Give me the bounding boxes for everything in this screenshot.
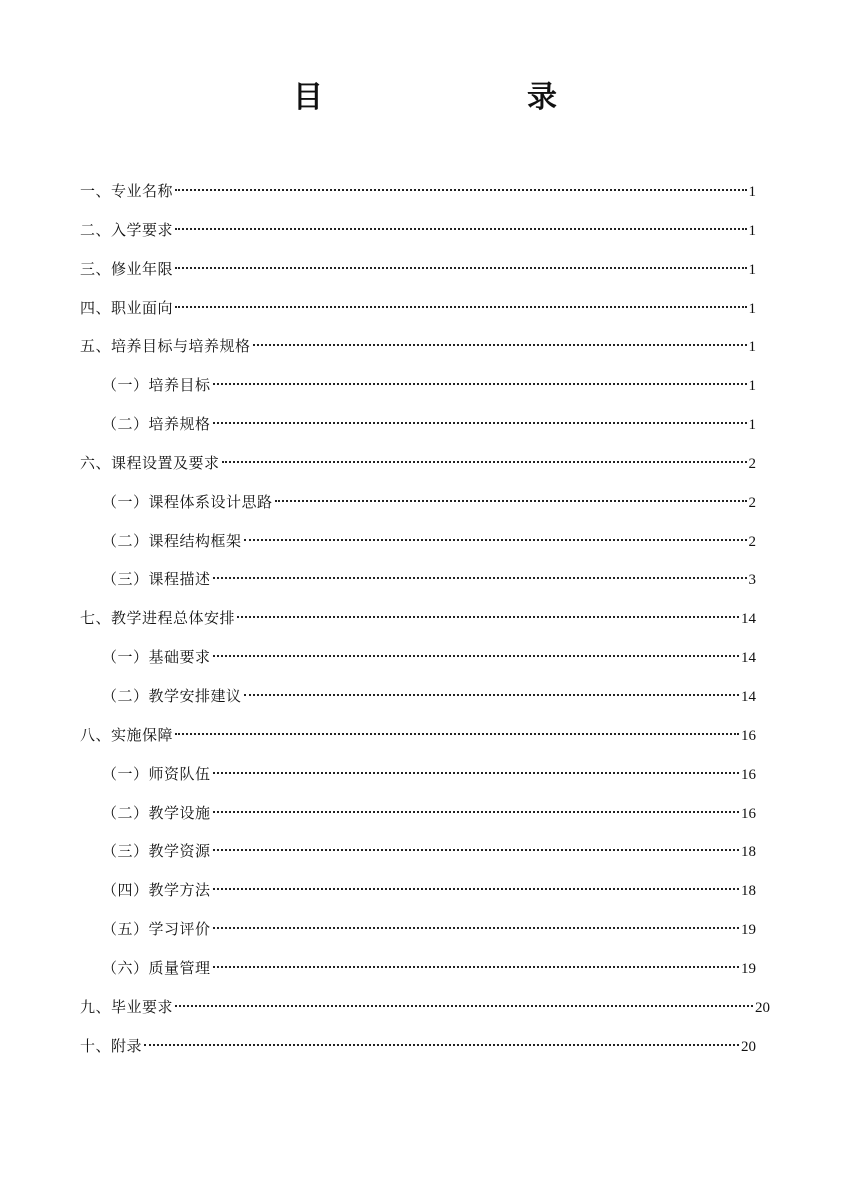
- toc-page-number: 1: [748, 339, 756, 356]
- toc-page-number: 14: [741, 688, 756, 705]
- toc-dot-leader: [253, 344, 747, 346]
- toc-page-number: 14: [741, 650, 756, 667]
- toc-dot-leader: [175, 306, 746, 308]
- toc-page-number: 2: [748, 494, 756, 511]
- toc-page-number: 14: [741, 611, 756, 628]
- toc-entry-label: 八、实施保障: [80, 725, 174, 744]
- toc-entry[interactable]: [80, 755, 756, 794]
- toc-entry[interactable]: [80, 677, 756, 716]
- toc-dot-leader: [213, 966, 739, 968]
- toc-entry[interactable]: [80, 405, 756, 444]
- toc-page-number: 19: [741, 960, 756, 977]
- toc-entry[interactable]: [80, 599, 756, 638]
- toc-entry[interactable]: [80, 1027, 756, 1066]
- toc-entry-label: （二）课程结构框架: [102, 531, 242, 550]
- toc-dot-leader: [237, 616, 739, 618]
- toc-page-number: 3: [748, 572, 756, 589]
- toc-page-number: 1: [748, 222, 756, 239]
- toc-dot-leader: [213, 772, 739, 774]
- toc-entry-label: 三、修业年限: [80, 259, 174, 278]
- toc-page-number: 16: [741, 766, 756, 783]
- toc-dot-leader: [213, 383, 747, 385]
- toc-page-number: 2: [748, 533, 756, 550]
- toc-dot-leader: [213, 655, 739, 657]
- toc-dot-leader: [244, 694, 739, 696]
- toc-dot-leader: [213, 849, 739, 851]
- toc-dot-leader: [175, 189, 746, 191]
- toc-dot-leader: [275, 500, 747, 502]
- toc-dot-leader: [144, 1044, 739, 1046]
- page-title: 目 录: [293, 80, 605, 115]
- toc-page-number: 16: [741, 805, 756, 822]
- toc-entry[interactable]: [80, 366, 756, 405]
- toc-entry-label: （二）教学安排建议: [102, 686, 242, 705]
- toc-entry-label: （二）培养规格: [102, 415, 211, 434]
- toc-page-number: 2: [748, 455, 756, 472]
- toc-entry-label: 六、课程设置及要求: [80, 453, 220, 472]
- toc-dot-leader: [213, 811, 739, 813]
- toc-page-number: 1: [748, 417, 756, 434]
- toc-entry-label: （一）课程体系设计思路: [102, 492, 273, 511]
- toc-entry-label: （一）师资队伍: [102, 764, 211, 783]
- toc-dot-leader: [222, 461, 747, 463]
- toc-entry-label: 十、附录: [80, 1036, 143, 1055]
- toc-entry-label: 一、专业名称: [80, 182, 174, 200]
- toc-entry[interactable]: [80, 871, 756, 910]
- toc-entry-label: （一）基础要求: [102, 648, 211, 667]
- toc-page-number: 1: [748, 300, 756, 317]
- toc-dot-leader: [213, 927, 739, 929]
- toc-entry[interactable]: [80, 794, 756, 833]
- toc-page-number: 1: [748, 184, 756, 200]
- toc-entry[interactable]: [80, 910, 756, 949]
- toc-entry[interactable]: [80, 949, 756, 988]
- toc-entry[interactable]: [80, 250, 756, 289]
- toc-entry-label: （三）教学资源: [102, 842, 211, 861]
- toc-entry-label: 二、入学要求: [80, 220, 174, 239]
- toc-entry-label: 五、培养目标与培养规格: [80, 337, 251, 356]
- toc-entry-label: （六）质量管理: [102, 958, 211, 977]
- toc-entry[interactable]: [80, 483, 756, 522]
- toc-entry[interactable]: [80, 172, 756, 211]
- toc-page-number: 19: [741, 922, 756, 939]
- toc-entry[interactable]: [80, 211, 756, 250]
- toc-dot-leader: [175, 228, 746, 230]
- toc-dot-leader: [213, 888, 739, 890]
- toc-entry[interactable]: [80, 560, 756, 599]
- toc-dot-leader: [175, 267, 746, 269]
- toc-dot-leader: [244, 539, 747, 541]
- toc-dot-leader: [213, 577, 747, 579]
- toc-entry-label: 七、教学进程总体安排: [80, 609, 236, 628]
- toc-page-number: 20: [755, 999, 770, 1016]
- toc-page-number: 20: [741, 1038, 756, 1055]
- table-of-contents: [80, 172, 770, 1065]
- toc-entry-label: （五）学习评价: [102, 920, 211, 939]
- toc-entry[interactable]: [80, 832, 756, 871]
- toc-entry[interactable]: [80, 444, 756, 483]
- toc-entry[interactable]: [80, 638, 756, 677]
- toc-entry-label: 四、职业面向: [80, 298, 174, 317]
- toc-dot-leader: [175, 733, 739, 735]
- toc-entry-label: （四）教学方法: [102, 881, 211, 900]
- toc-entry[interactable]: [80, 289, 756, 328]
- toc-entry[interactable]: [80, 716, 756, 755]
- toc-page-number: 1: [748, 378, 756, 395]
- toc-entry[interactable]: [80, 522, 756, 561]
- toc-entry[interactable]: [80, 988, 770, 1027]
- toc-entry-label: （三）课程描述: [102, 570, 211, 589]
- toc-page-number: 16: [741, 727, 756, 744]
- toc-dot-leader: [175, 1005, 753, 1007]
- toc-dot-leader: [213, 422, 747, 424]
- toc-page-number: 18: [741, 844, 756, 861]
- toc-entry[interactable]: [80, 327, 756, 366]
- toc-page-number: 1: [748, 261, 756, 278]
- toc-entry-label: 九、毕业要求: [80, 997, 174, 1016]
- toc-entry-label: （一）培养目标: [102, 376, 211, 395]
- toc-page-number: 18: [741, 883, 756, 900]
- toc-entry-label: （二）教学设施: [102, 803, 211, 822]
